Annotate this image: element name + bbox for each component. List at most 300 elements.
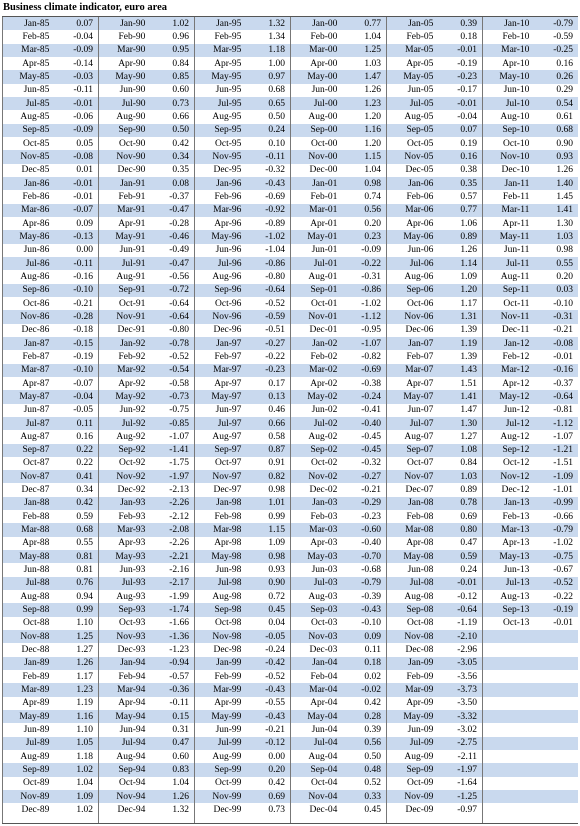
table-row <box>483 324 578 337</box>
value-cell: 1.40 <box>556 178 573 189</box>
date-cell: Sep-07 <box>406 445 434 456</box>
value-cell: 1.05 <box>76 738 93 749</box>
value-cell: -0.58 <box>169 378 189 389</box>
table-row <box>387 657 482 670</box>
table-row <box>483 244 578 257</box>
value-cell: 0.84 <box>460 458 477 469</box>
value-cell: -0.22 <box>265 351 285 362</box>
value-cell: -0.86 <box>361 285 381 296</box>
date-cell: Aug-09 <box>404 751 434 762</box>
table-row <box>387 670 482 683</box>
date-cell: Apr-98 <box>214 538 242 549</box>
table-row <box>99 310 194 323</box>
date-cell: Jun-99 <box>215 725 242 736</box>
table-row <box>195 404 290 417</box>
table-row <box>3 537 98 550</box>
value-cell: -0.38 <box>361 378 381 389</box>
table-row <box>99 630 194 643</box>
value-cell: 0.39 <box>364 725 381 736</box>
value-cell: 0.08 <box>172 178 189 189</box>
table-row <box>387 510 482 523</box>
table-row <box>291 310 386 323</box>
table-row <box>483 57 578 70</box>
date-cell: Jan-94 <box>120 658 146 669</box>
table-row <box>3 70 98 83</box>
date-cell: Sep-09 <box>406 765 434 776</box>
table-row <box>291 444 386 457</box>
value-cell: 0.33 <box>364 791 381 802</box>
table-row <box>483 30 578 43</box>
date-cell: Nov-06 <box>404 311 434 322</box>
table-row <box>483 230 578 243</box>
date-cell: Mar-87 <box>21 365 50 376</box>
date-cell: Aug-96 <box>212 271 242 282</box>
date-cell: Jul-00 <box>313 98 338 109</box>
table-row <box>99 404 194 417</box>
date-cell: Apr-11 <box>502 218 530 229</box>
date-cell: Oct-03 <box>311 618 338 629</box>
table-row <box>3 683 98 696</box>
table-row <box>99 230 194 243</box>
value-cell: 1.09 <box>76 791 93 802</box>
table-row <box>195 657 290 670</box>
table-row <box>99 257 194 270</box>
value-cell: -0.69 <box>265 191 285 202</box>
table-row <box>99 550 194 563</box>
table-row <box>195 777 290 790</box>
table-row <box>483 763 578 776</box>
table-row <box>483 377 578 390</box>
value-cell: 0.42 <box>268 778 285 789</box>
date-cell: Aug-90 <box>116 111 146 122</box>
value-cell: 0.34 <box>172 151 189 162</box>
value-cell: 1.03 <box>364 58 381 69</box>
date-cell: Dec-93 <box>117 645 146 656</box>
date-cell: Jul-85 <box>25 98 50 109</box>
date-cell: Sep-99 <box>214 765 242 776</box>
table-row <box>483 550 578 563</box>
value-cell: -0.01 <box>457 45 477 56</box>
value-cell: -0.64 <box>265 285 285 296</box>
value-cell: -3.73 <box>457 685 477 696</box>
date-cell: May-00 <box>307 71 338 82</box>
value-cell: -0.09 <box>361 245 381 256</box>
value-cell: -0.64 <box>553 391 573 402</box>
date-cell: Feb-00 <box>310 31 338 42</box>
date-cell: Nov-91 <box>116 311 146 322</box>
value-cell: -0.59 <box>553 31 573 42</box>
value-cell: -0.27 <box>265 338 285 349</box>
date-cell: Dec-07 <box>405 485 434 496</box>
date-cell: Dec-05 <box>405 165 434 176</box>
table-row <box>99 70 194 83</box>
value-cell: 0.19 <box>460 138 477 149</box>
table-row <box>3 577 98 590</box>
date-cell: Mar-89 <box>21 685 50 696</box>
table-row <box>99 217 194 230</box>
value-cell: -1.02 <box>265 231 285 242</box>
table-row <box>387 377 482 390</box>
value-cell: -0.19 <box>457 58 477 69</box>
table-row <box>291 97 386 110</box>
date-cell: Aug-06 <box>404 271 434 282</box>
date-cell: Sep-93 <box>118 605 146 616</box>
date-cell: Feb-12 <box>502 351 530 362</box>
table-row <box>291 523 386 536</box>
table-row <box>99 430 194 443</box>
value-cell: -0.23 <box>457 71 477 82</box>
date-cell: Jan-92 <box>120 338 146 349</box>
value-cell: 0.66 <box>172 111 189 122</box>
table-row <box>195 457 290 470</box>
date-cell: Nov-01 <box>308 311 338 322</box>
value-cell: 1.25 <box>76 631 93 642</box>
date-cell: Sep-04 <box>310 765 338 776</box>
value-cell: 0.41 <box>76 471 93 482</box>
date-cell: Feb-07 <box>406 351 434 362</box>
date-cell: Oct-07 <box>407 458 434 469</box>
date-cell: Oct-90 <box>119 138 146 149</box>
table-row <box>483 643 578 656</box>
value-cell: -0.17 <box>457 85 477 96</box>
table-row <box>99 97 194 110</box>
table-row <box>3 803 98 816</box>
value-cell: -0.37 <box>169 191 189 202</box>
value-cell: 1.39 <box>460 325 477 336</box>
value-cell: 0.23 <box>364 231 381 242</box>
value-cell: -0.80 <box>265 271 285 282</box>
table-row <box>99 803 194 816</box>
date-cell: Jan-87 <box>24 338 50 349</box>
value-cell: 1.16 <box>76 711 93 722</box>
value-cell: 1.25 <box>364 45 381 56</box>
table-row <box>3 324 98 337</box>
value-cell: -0.10 <box>361 618 381 629</box>
value-cell: -0.19 <box>553 605 573 616</box>
table-row <box>291 777 386 790</box>
value-cell: 0.11 <box>76 418 93 429</box>
value-cell: 1.34 <box>268 31 285 42</box>
value-cell: -1.51 <box>553 458 573 469</box>
date-cell: Jul-01 <box>313 258 338 269</box>
table-row <box>3 150 98 163</box>
date-cell: Aug-93 <box>116 591 146 602</box>
table-row <box>483 670 578 683</box>
date-cell: Feb-94 <box>118 671 146 682</box>
value-cell: -0.08 <box>553 338 573 349</box>
value-cell: -0.04 <box>73 31 93 42</box>
date-cell: Jul-88 <box>25 578 50 589</box>
table-row <box>291 44 386 57</box>
value-cell: -0.79 <box>553 525 573 536</box>
date-cell: Mar-97 <box>213 365 242 376</box>
table-row <box>483 284 578 297</box>
date-cell: Jun-11 <box>503 245 530 256</box>
value-cell: 0.87 <box>268 445 285 456</box>
table-row <box>483 364 578 377</box>
date-cell: Sep-89 <box>22 765 50 776</box>
value-cell: -0.43 <box>265 178 285 189</box>
date-cell: Jun-13 <box>503 565 530 576</box>
date-cell: Dec-88 <box>21 645 50 656</box>
table-row <box>387 470 482 483</box>
table-row <box>3 483 98 496</box>
value-cell: 0.18 <box>364 658 381 669</box>
table-row <box>195 177 290 190</box>
value-cell: 1.20 <box>364 111 381 122</box>
table-row <box>483 510 578 523</box>
value-cell: -0.31 <box>553 311 573 322</box>
table-row <box>387 723 482 736</box>
date-cell: Sep-94 <box>118 765 146 776</box>
value-cell: -1.02 <box>361 298 381 309</box>
date-cell: Dec-03 <box>309 645 338 656</box>
table-row <box>291 70 386 83</box>
value-cell: 0.54 <box>556 98 573 109</box>
date-cell: May-98 <box>211 551 242 562</box>
table-row <box>483 777 578 790</box>
value-cell: -0.75 <box>169 405 189 416</box>
date-cell: Oct-04 <box>311 778 338 789</box>
table-row <box>195 230 290 243</box>
value-cell: -0.60 <box>361 525 381 536</box>
table-row <box>195 683 290 696</box>
value-cell: 1.23 <box>76 685 93 696</box>
date-cell: May-07 <box>403 391 434 402</box>
date-cell: May-90 <box>115 71 146 82</box>
date-cell: Feb-93 <box>118 511 146 522</box>
value-cell: 1.30 <box>556 218 573 229</box>
value-cell: 0.73 <box>172 98 189 109</box>
date-cell: May-87 <box>19 391 50 402</box>
date-cell: Mar-94 <box>117 685 146 696</box>
date-cell: Nov-04 <box>308 791 338 802</box>
table-row <box>195 377 290 390</box>
value-cell: 0.98 <box>556 245 573 256</box>
table-row <box>3 257 98 270</box>
date-cell: Aug-02 <box>308 431 338 442</box>
table-row <box>483 603 578 616</box>
date-cell: Sep-06 <box>406 285 434 296</box>
date-cell: Mar-13 <box>501 525 530 536</box>
date-cell: Jan-91 <box>120 178 146 189</box>
table-row <box>195 630 290 643</box>
value-cell: -0.25 <box>553 45 573 56</box>
value-cell: -0.41 <box>361 405 381 416</box>
value-cell: 0.66 <box>268 418 285 429</box>
table-row <box>99 164 194 177</box>
value-cell: 1.01 <box>268 498 285 509</box>
value-cell: -3.02 <box>457 725 477 736</box>
date-cell: Nov-94 <box>116 791 146 802</box>
date-cell: Jan-89 <box>24 658 50 669</box>
table-row <box>99 457 194 470</box>
table-row <box>387 124 482 137</box>
table-row <box>291 577 386 590</box>
table-row <box>195 17 290 30</box>
value-cell: 0.60 <box>172 751 189 762</box>
value-cell: -1.99 <box>169 591 189 602</box>
value-cell: 1.26 <box>364 85 381 96</box>
value-cell: -0.85 <box>169 418 189 429</box>
table-row <box>291 30 386 43</box>
table-row <box>387 297 482 310</box>
date-cell: Mar-99 <box>213 685 242 696</box>
date-cell: Aug-08 <box>404 591 434 602</box>
value-cell: 0.93 <box>556 151 573 162</box>
date-cell: Apr-02 <box>310 378 338 389</box>
date-cell: Aug-97 <box>212 431 242 442</box>
table-row <box>99 30 194 43</box>
value-cell: 0.09 <box>364 631 381 642</box>
table-row <box>3 763 98 776</box>
value-cell: -0.72 <box>169 285 189 296</box>
table-row <box>99 790 194 803</box>
table-row <box>483 457 578 470</box>
date-cell: May-95 <box>211 71 242 82</box>
value-cell: 0.50 <box>268 111 285 122</box>
table-row <box>3 523 98 536</box>
date-cell: Jul-87 <box>25 418 50 429</box>
table-row <box>3 563 98 576</box>
date-cell: Dec-85 <box>21 165 50 176</box>
value-cell: -0.95 <box>361 325 381 336</box>
table-row <box>291 497 386 510</box>
table-row <box>195 244 290 257</box>
date-cell: Apr-91 <box>118 218 146 229</box>
table-row <box>291 337 386 350</box>
table-row <box>99 617 194 630</box>
value-cell: 0.01 <box>76 165 93 176</box>
value-cell: 1.27 <box>460 431 477 442</box>
date-cell: May-99 <box>211 711 242 722</box>
table-row <box>483 483 578 496</box>
date-cell: Oct-05 <box>407 138 434 149</box>
table-row <box>3 697 98 710</box>
value-cell: 1.02 <box>172 18 189 29</box>
value-cell: -0.92 <box>265 205 285 216</box>
date-cell: Apr-92 <box>118 378 146 389</box>
table-row <box>291 630 386 643</box>
value-cell: 1.47 <box>460 405 477 416</box>
value-cell: 1.17 <box>460 298 477 309</box>
table-row <box>387 350 482 363</box>
value-cell: 1.20 <box>364 138 381 149</box>
value-cell: -2.75 <box>457 738 477 749</box>
table-row <box>99 57 194 70</box>
date-cell: May-96 <box>211 231 242 242</box>
date-cell: Jan-07 <box>408 338 434 349</box>
date-cell: Aug-87 <box>20 431 50 442</box>
value-cell: -2.16 <box>169 565 189 576</box>
date-cell: Jun-10 <box>503 85 530 96</box>
date-cell: Jun-88 <box>23 565 50 576</box>
table-row <box>99 643 194 656</box>
table-row <box>3 390 98 403</box>
table-row <box>99 17 194 30</box>
date-cell: Feb-02 <box>310 351 338 362</box>
table-row <box>195 723 290 736</box>
value-cell: 0.16 <box>460 151 477 162</box>
value-cell: -0.07 <box>73 205 93 216</box>
date-cell: Mar-93 <box>117 525 146 536</box>
table-row <box>387 683 482 696</box>
table-row <box>99 577 194 590</box>
value-cell: -2.26 <box>169 538 189 549</box>
value-cell: -0.03 <box>73 71 93 82</box>
date-cell: Apr-94 <box>118 698 146 709</box>
date-cell: Apr-88 <box>22 538 50 549</box>
value-cell: -1.74 <box>169 605 189 616</box>
date-cell: Apr-03 <box>310 538 338 549</box>
date-cell: May-08 <box>403 551 434 562</box>
value-cell: 1.17 <box>76 671 93 682</box>
value-cell: -1.23 <box>169 645 189 656</box>
date-cell: Oct-93 <box>119 618 146 629</box>
date-cell: Feb-06 <box>406 191 434 202</box>
table-row <box>387 177 482 190</box>
date-cell: Dec-09 <box>405 805 434 816</box>
table-row <box>291 190 386 203</box>
table-row <box>195 164 290 177</box>
date-cell: Oct-06 <box>407 298 434 309</box>
date-cell: Jan-85 <box>24 18 50 29</box>
table-row <box>291 683 386 696</box>
date-cell: Jul-90 <box>121 98 146 109</box>
value-cell: 1.41 <box>556 205 573 216</box>
date-cell: Oct-02 <box>311 458 338 469</box>
date-cell: Nov-00 <box>308 151 338 162</box>
value-cell: 0.69 <box>268 791 285 802</box>
table-row <box>99 110 194 123</box>
table-row <box>195 470 290 483</box>
value-cell: 0.04 <box>268 618 285 629</box>
value-cell: -0.81 <box>553 405 573 416</box>
table-row <box>291 164 386 177</box>
value-cell: -0.01 <box>553 618 573 629</box>
table-row <box>291 563 386 576</box>
table-title: Business climate indicator, euro area <box>3 2 168 13</box>
date-cell: Jan-93 <box>120 498 146 509</box>
value-cell: 1.02 <box>76 765 93 776</box>
table-row <box>195 497 290 510</box>
value-cell: -2.21 <box>169 551 189 562</box>
date-cell: May-11 <box>499 231 530 242</box>
date-cell: Jul-06 <box>409 258 434 269</box>
table-row <box>483 537 578 550</box>
date-cell: Oct-95 <box>215 138 242 149</box>
table-row <box>291 470 386 483</box>
value-cell: 0.99 <box>268 511 285 522</box>
table-row <box>195 483 290 496</box>
value-cell: 0.68 <box>76 525 93 536</box>
table-row <box>483 150 578 163</box>
value-cell: 0.47 <box>460 538 477 549</box>
value-cell: 0.82 <box>268 471 285 482</box>
date-cell: Mar-98 <box>213 525 242 536</box>
date-cell: May-86 <box>19 231 50 242</box>
value-cell: 0.59 <box>460 551 477 562</box>
value-cell: 0.24 <box>268 125 285 136</box>
table-row <box>483 563 578 576</box>
value-cell: -0.08 <box>73 151 93 162</box>
value-cell: -0.69 <box>361 365 381 376</box>
value-cell: -0.14 <box>73 58 93 69</box>
date-cell: Mar-00 <box>309 45 338 56</box>
table-row <box>99 350 194 363</box>
table-row <box>483 110 578 123</box>
table-row <box>291 790 386 803</box>
